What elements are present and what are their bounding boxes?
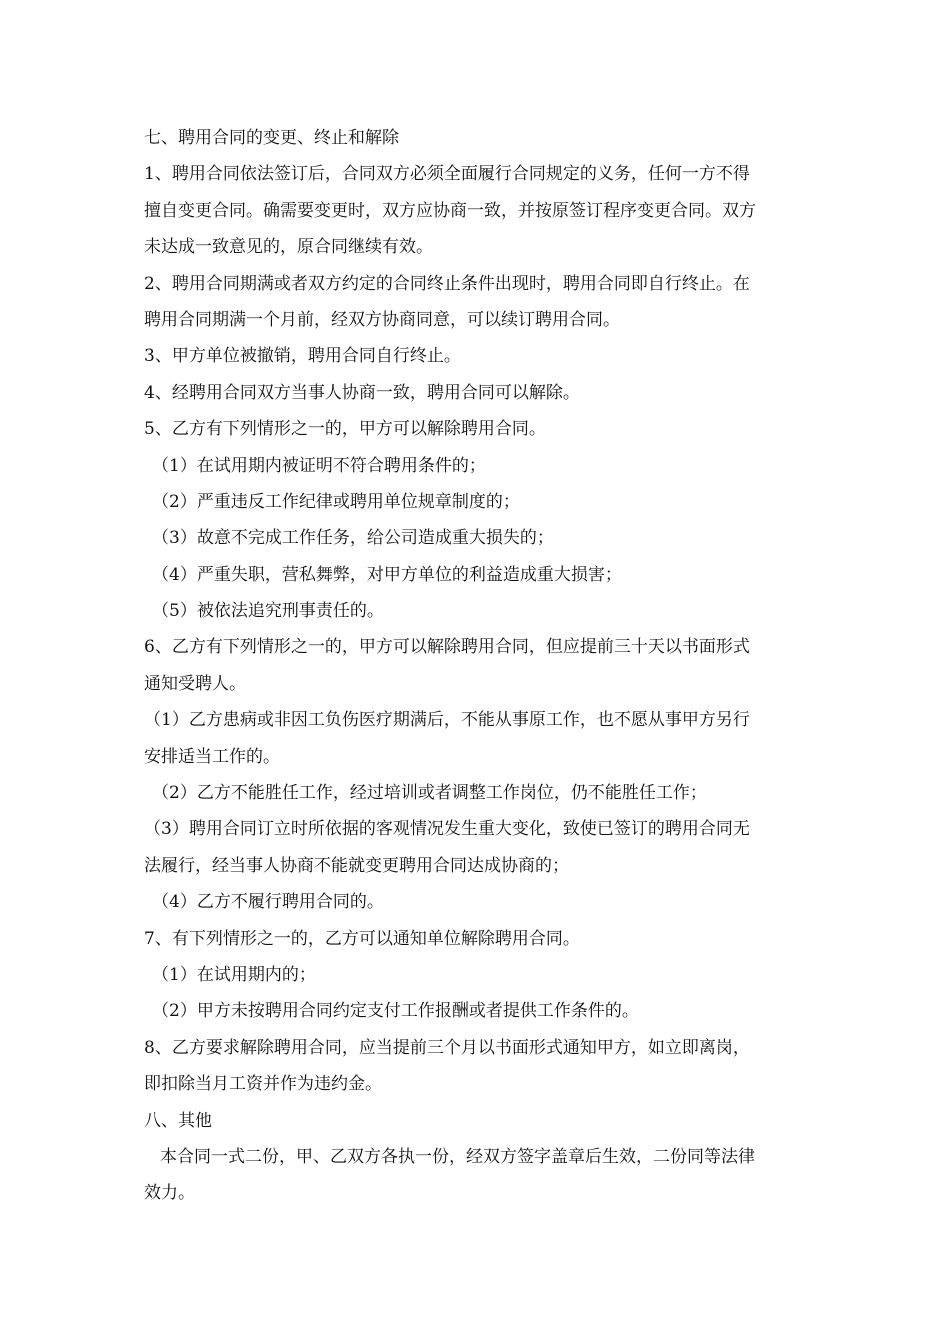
paragraph-line: 1、聘用合同依法签订后，合同双方必须全面履行合同规定的义务，任何一方不得 [144,164,750,185]
list-item: 法履行，经当事人协商不能就变更聘用合同达成协商的； [144,855,569,876]
list-item: （2）严重违反工作纪律或聘用单位规章制度的； [152,491,520,512]
list-item: （4）严重失职，营私舞弊，对甲方单位的利益造成重大损害； [152,564,622,585]
list-item: （2）乙方不能胜任工作，经过培训或者调整工作岗位，仍不能胜任工作； [152,783,707,804]
paragraph-line: 未达成一致意见的，原合同继续有效。 [144,237,433,258]
paragraph-line: 4、经聘用合同双方当事人协商一致，聘用合同可以解除。 [144,382,580,403]
paragraph-line: 5、乙方有下列情形之一的，甲方可以解除聘用合同。 [144,419,546,440]
list-item: （5）被依法追究刑事责任的。 [152,601,384,622]
list-item: （3）故意不完成工作任务，给公司造成重大损失的； [152,528,554,549]
paragraph-line: 效力。 [144,1183,195,1204]
paragraph-line: 2、聘用合同期满或者双方约定的合同终止条件出现时，聘用合同即自行终止。在 [144,273,750,294]
paragraph-line: 聘用合同期满一个月前，经双方协商同意，可以续订聘用合同。 [144,309,620,330]
section-heading-8: 八、其他 [144,1110,212,1131]
list-item: （1）在试用期内被证明不符合聘用条件的； [152,455,486,476]
paragraph-line: 3、甲方单位被撤销，聘用合同自行终止。 [144,346,461,367]
list-item: 安排适当工作的。 [144,746,280,767]
list-item: （4）乙方不履行聘用合同的。 [152,892,384,913]
list-item: （3）聘用合同订立时所依据的客观情况发生重大变化，致使已签订的聘用合同无 [144,819,750,840]
paragraph-line: 本合同一式二份，甲、乙双方各执一份，经双方签字盖章后生效，二份同等法律 [160,1146,755,1167]
paragraph-line: 擅自变更合同。确需要变更时，双方应协商一致，并按原签订程序变更合同。双方 [144,200,756,221]
section-heading-7: 七、聘用合同的变更、终止和解除 [144,128,399,148]
paragraph-line: 8、乙方要求解除聘用合同，应当提前三个月以书面形式通知甲方，如立即离岗， [144,1037,750,1058]
paragraph-line: 通知受聘人。 [144,673,246,694]
document-body [144,120,809,1212]
list-item: （1）乙方患病或非因工负伤医疗期满后，不能从事原工作，也不愿从事甲方另行 [144,710,750,731]
list-item: （2）甲方未按聘用合同约定支付工作报酬或者提供工作条件的。 [152,1001,639,1022]
paragraph-line: 6、乙方有下列情形之一的，甲方可以解除聘用合同，但应提前三十天以书面形式 [144,637,750,658]
list-item: （1）在试用期内的； [152,964,316,985]
paragraph-line: 7、有下列情形之一的，乙方可以通知单位解除聘用合同。 [144,928,580,949]
paragraph-line: 即扣除当月工资并作为违约金。 [144,1074,382,1095]
